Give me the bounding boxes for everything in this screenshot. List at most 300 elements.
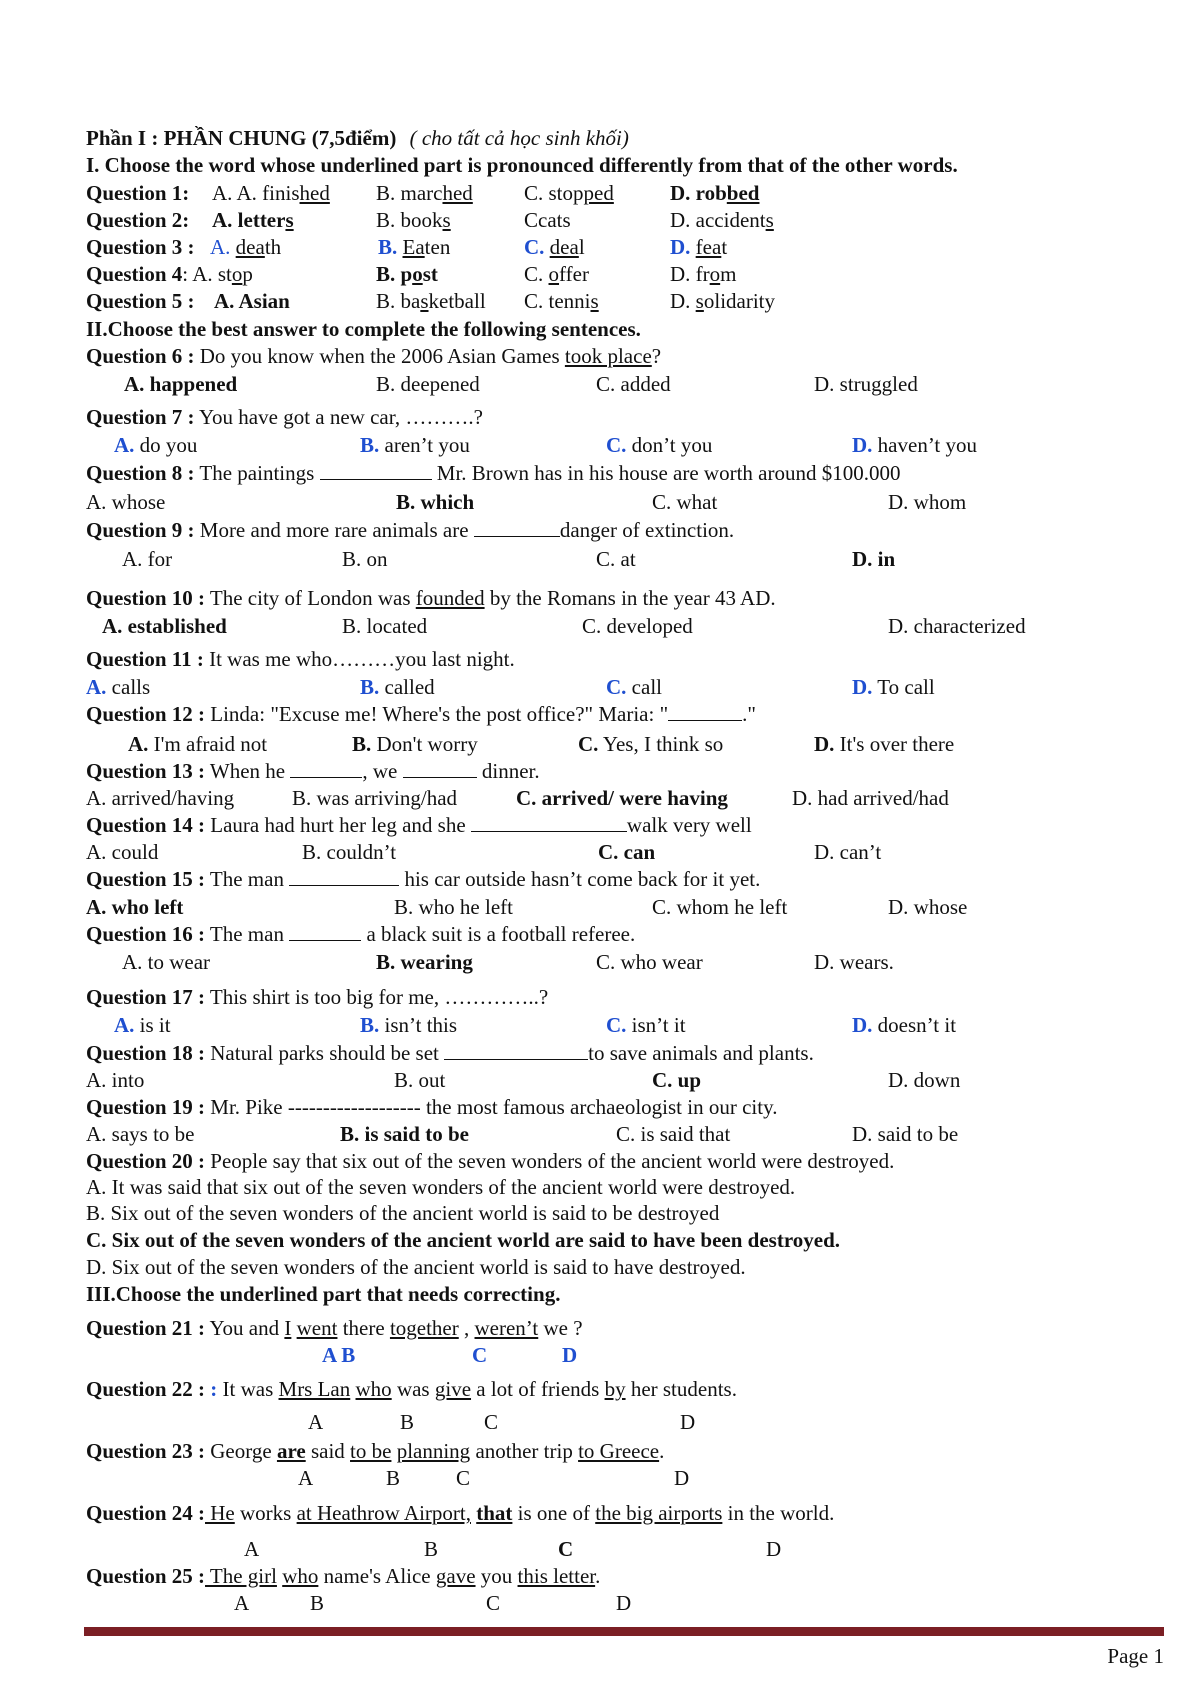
text-segment: aren’t you (379, 433, 470, 457)
text-segment: Question 4 (86, 262, 183, 286)
question-17 (86, 983, 1160, 1011)
question-23-markers (86, 1464, 1160, 1492)
text-segment: Yes, I think so (598, 732, 724, 756)
question-25 (86, 1562, 1160, 1590)
text-segment: D (674, 1466, 690, 1490)
option-d: D. whom (888, 490, 967, 514)
text-segment: doesn’t it (872, 1013, 957, 1037)
question-7-options (86, 431, 1160, 459)
text-segment: C. (606, 1013, 627, 1037)
underlined-text: hed (442, 181, 473, 205)
option-d (670, 260, 737, 288)
text-segment: haven’t you (872, 433, 978, 457)
question-18 (86, 1039, 1160, 1067)
option-c: C. up (652, 1068, 702, 1092)
text-segment: ? (651, 344, 662, 368)
text-segment: George (205, 1439, 277, 1463)
option-b: B. deepened (376, 372, 480, 396)
question-23 (86, 1437, 1160, 1465)
text-segment: ten (424, 235, 451, 259)
text-segment: B (310, 1591, 325, 1615)
underlined-text: took place (564, 344, 652, 368)
text-segment: name's Alice (318, 1564, 436, 1588)
question-20 (86, 1147, 1160, 1175)
option-b: B. couldn’t (302, 840, 397, 864)
option-c: C. who wear (596, 950, 703, 974)
text-segment: was (391, 1377, 435, 1401)
question-13-options (86, 784, 1160, 812)
option-b (376, 206, 451, 234)
text-segment: do you (134, 433, 198, 457)
question-13 (86, 757, 1160, 785)
option-a (128, 730, 267, 758)
option-a: A. says to be (86, 1122, 195, 1146)
text-segment: B. (360, 433, 380, 457)
underlined-text: to be (350, 1439, 392, 1463)
text-segment: C. (606, 675, 627, 699)
underlined-text: hed (299, 181, 330, 205)
question-6 (86, 342, 1160, 370)
text-segment: D. rob (670, 181, 727, 205)
page-number: Page 1 (1107, 1644, 1164, 1668)
text-segment: B (424, 1537, 439, 1561)
text-segment: . (659, 1439, 665, 1463)
question-21 (86, 1314, 1160, 1342)
underlined-text: fea (695, 235, 722, 259)
option-d: D. struggled (814, 372, 918, 396)
text-segment: l (578, 235, 585, 259)
text-segment: Question 7 : (86, 405, 195, 429)
text-segment: Question 9 : (86, 518, 195, 542)
text-segment: The paintings (194, 461, 320, 485)
question-7 (86, 403, 1160, 431)
underlined-text: s (695, 289, 704, 313)
option-c (524, 287, 599, 315)
text-segment: A (298, 1466, 314, 1490)
option-a: A. whose (86, 490, 166, 514)
text-segment: ketball (428, 289, 486, 313)
question-9-options (86, 545, 1160, 573)
option-c (606, 673, 662, 701)
text-segment: there (337, 1316, 390, 1340)
text-segment: Question 6 : (86, 344, 195, 368)
question-14-options (86, 838, 1160, 866)
question-12-options (86, 730, 1160, 758)
option-c: C. at (596, 547, 636, 571)
option-a: A. for (122, 547, 173, 571)
question-6-options (86, 370, 1160, 398)
text-segment: Question 23 : (86, 1439, 206, 1463)
text-segment: D. (814, 732, 835, 756)
question-3 (86, 233, 1160, 261)
question-label: Question 2: (86, 208, 190, 232)
text-segment: : (205, 1377, 218, 1401)
text-segment: The city of London was (205, 586, 416, 610)
text-segment: Question 8 : (86, 461, 195, 485)
text-segment: Question 16 : (86, 922, 206, 946)
option-a: A. happened (124, 372, 238, 396)
text-segment: D. (670, 235, 691, 259)
option-a: A. arrived/having (86, 786, 235, 810)
option-a: A. who left (86, 895, 184, 919)
question-label: Question 3 : (86, 235, 195, 259)
text-segment: by the Romans in the year 43 AD. (484, 586, 776, 610)
text-segment: olidarity (703, 289, 776, 313)
text-segment: is one of (512, 1501, 596, 1525)
text-segment: B. marc (376, 181, 443, 205)
section-3-title: III.Choose the underlined part that needs correcting. (86, 1282, 561, 1306)
option-d (670, 179, 759, 207)
underlined-text: The girl (205, 1564, 277, 1588)
text-segment: Question 24 : (86, 1501, 206, 1525)
option-a (86, 673, 150, 701)
text-segment: B. p (376, 262, 413, 286)
option-b (376, 179, 473, 207)
text-segment: Question 22 : (86, 1377, 206, 1401)
option-c (524, 179, 614, 207)
underlined-text: s (285, 208, 294, 232)
text-segment: Question 20 : (86, 1149, 206, 1173)
underlined-text: o (548, 262, 560, 286)
question-label: Question 5 : (86, 289, 195, 313)
option-b (376, 260, 438, 288)
option-d (852, 1011, 956, 1039)
underlined-text: that (476, 1501, 513, 1525)
text-segment: More and more rare animals are (194, 518, 474, 542)
option-c: C. Six out of the seven wonders of the ancient world are said to have been destroyed. (86, 1228, 841, 1252)
question-10 (86, 584, 1160, 612)
question-21-markers (86, 1341, 1160, 1369)
text-segment: D. fr (670, 262, 710, 286)
underlined-text: weren’t (474, 1316, 539, 1340)
text-segment: C (456, 1466, 471, 1490)
option-d: D. whose (888, 895, 968, 919)
underlined-text: give (434, 1377, 472, 1401)
text-segment: st (422, 262, 438, 286)
text-segment: Don't worry (371, 732, 478, 756)
text-segment: C. (606, 433, 627, 457)
question-22 (86, 1375, 1160, 1403)
part-header (86, 124, 1160, 152)
text-segment: a lot of friends (471, 1377, 605, 1401)
section-2-title: II.Choose the best answer to complete the following sentences. (86, 317, 641, 341)
text-segment: Laura had hurt her leg and she (205, 813, 471, 837)
question-12 (86, 700, 1160, 728)
underlined-text: dea (549, 235, 579, 259)
text-segment: Question 10 : (86, 586, 206, 610)
underlined-text: o (231, 262, 243, 286)
text-segment: D (562, 1343, 578, 1367)
question-24 (86, 1499, 1160, 1527)
option-a (114, 1011, 171, 1039)
text-segment: isn’t this (379, 1013, 458, 1037)
underlined-text: Ea (402, 235, 425, 259)
text-segment: D. (852, 433, 873, 457)
option-b (378, 233, 450, 261)
question-8 (86, 459, 1160, 487)
option-d: D. can’t (814, 840, 882, 864)
text-segment: is it (134, 1013, 171, 1037)
option-c: C. added (596, 372, 671, 396)
part-title: Phần I : PHẦN CHUNG (7,5điểm) (86, 126, 397, 150)
option-c (524, 260, 589, 288)
option-b (360, 1011, 457, 1039)
option-b: B. who he left (394, 895, 513, 919)
option-c (524, 233, 585, 261)
text-segment: B. (352, 732, 372, 756)
text-segment: C. (578, 732, 599, 756)
text-segment: A (308, 1410, 324, 1434)
text-segment: Question 13 : (86, 759, 206, 783)
option-a: A. could (86, 840, 159, 864)
text-segment: B. (378, 235, 398, 259)
underlined-text: to Greece (578, 1439, 660, 1463)
option-b (376, 287, 486, 315)
underlined-text: are (276, 1439, 306, 1463)
text-segment: walk very well (626, 813, 752, 837)
option-b (352, 730, 478, 758)
question-5 (86, 287, 1160, 315)
text-segment: another trip (470, 1439, 579, 1463)
text-segment: : A. st (182, 262, 232, 286)
option-b (360, 431, 470, 459)
text-segment: It was (217, 1377, 279, 1401)
option-d: D. Six out of the seven wonders of the ancient world is said to have destroyed. (86, 1255, 746, 1279)
question-14 (86, 811, 1160, 839)
underlined-text: ped (583, 181, 614, 205)
text-segment: C (484, 1410, 499, 1434)
option-c: C. what (652, 490, 718, 514)
option-c: C. whom he left (652, 895, 788, 919)
underlined-text: by (604, 1377, 626, 1401)
option-b: B. is said to be (340, 1122, 469, 1146)
question-1 (86, 179, 1160, 207)
section-1-title: I. Choose the word whose underlined part is pronounced differently from that of the other words. (86, 153, 958, 177)
text-segment: you (475, 1564, 518, 1588)
option-b: B. Six out of the seven wonders of the ancient world is said to be destroyed (86, 1201, 720, 1225)
underlined-text: planning (396, 1439, 471, 1463)
option-b: B. on (342, 547, 388, 571)
text-segment: said (305, 1439, 351, 1463)
text-segment: dinner. (476, 759, 540, 783)
text-segment: call (626, 675, 662, 699)
option-d: D. had arrived/had (792, 786, 949, 810)
option-c: C. is said that (616, 1122, 731, 1146)
footer-rule (84, 1627, 1164, 1636)
question-18-options (86, 1066, 1160, 1094)
text-segment: D (766, 1537, 782, 1561)
underlined-text: at Heathrow Airport, (296, 1501, 471, 1525)
text-segment: It was me who………you last night. (203, 647, 515, 671)
question-label: Question 1: (86, 181, 190, 205)
text-segment: ffer (559, 262, 589, 286)
option-d: D. wears. (814, 950, 894, 974)
question-22-markers (86, 1408, 1160, 1436)
question-15-options (86, 893, 1160, 921)
text-segment: A. (210, 235, 231, 259)
underlined-text: went (296, 1316, 338, 1340)
text-segment: to save animals and plants. (588, 1041, 814, 1065)
text-segment: A. (128, 732, 149, 756)
text-segment: C (558, 1537, 574, 1561)
question-19 (86, 1093, 1160, 1121)
underlined-text: founded (415, 586, 485, 610)
option-a: A. to wear (122, 950, 211, 974)
text-segment: A (244, 1537, 260, 1561)
text-segment: D. accident (670, 208, 766, 232)
option-a (114, 431, 197, 459)
option-c: C. can (598, 840, 656, 864)
option-b: B. which (396, 490, 475, 514)
option-c: C. developed (582, 614, 693, 638)
option-b: B. located (342, 614, 428, 638)
text-segment: D. (852, 1013, 873, 1037)
option-d (670, 233, 727, 261)
text-segment: Question 25 : (86, 1564, 206, 1588)
text-segment: p (242, 262, 253, 286)
option-b: B. wearing (376, 950, 473, 974)
text-segment: t (721, 235, 728, 259)
text-segment: You have got a new car, ……….? (194, 405, 483, 429)
option-d: D. said to be (852, 1122, 959, 1146)
text-segment: B. (360, 675, 380, 699)
question-label (86, 260, 253, 288)
text-segment: works (234, 1501, 297, 1525)
text-segment: A B (322, 1343, 356, 1367)
text-segment: Question 14 : (86, 813, 206, 837)
question-15 (86, 865, 1160, 893)
text-segment: Question 19 : (86, 1095, 206, 1119)
option-c (578, 730, 723, 758)
option-a (212, 179, 330, 207)
option-a (210, 233, 281, 261)
option-d: D. in (852, 547, 896, 571)
text-segment: People say that six out of the seven wonders of the ancient world were destroyed. (205, 1149, 895, 1173)
text-segment: A. (86, 675, 107, 699)
text-segment: To call (872, 675, 935, 699)
underlined-text: I (284, 1316, 292, 1340)
text-segment: D. (852, 675, 873, 699)
text-segment: ." (742, 702, 756, 726)
text-segment: B (400, 1410, 415, 1434)
text-segment: Linda: "Excuse me! Where's the post office?" Maria: " (205, 702, 669, 726)
text-segment: D. (670, 289, 696, 313)
text-segment: C. (524, 262, 549, 286)
question-25-markers (86, 1589, 1160, 1617)
option-a: A. into (86, 1068, 145, 1092)
option-a (212, 206, 294, 234)
text-segment: danger of extinction. (559, 518, 735, 542)
option-a: A. It was said that six out of the seven wonders of the ancient world were destroyed. (86, 1175, 796, 1199)
text-segment: C (486, 1591, 501, 1615)
text-segment: Question 15 : (86, 867, 206, 891)
part-note: ( cho tất cả học sinh khối) (409, 126, 629, 150)
text-segment: don’t you (626, 433, 713, 457)
text-segment: th (264, 235, 282, 259)
text-segment: his car outside hasn’t come back for it yet. (399, 867, 761, 891)
option-d (670, 206, 774, 234)
text-segment: D (680, 1410, 696, 1434)
option-d (852, 431, 977, 459)
text-segment: A. (114, 433, 135, 457)
option-d: D. characterized (888, 614, 1026, 638)
text-segment: D (616, 1591, 632, 1615)
text-segment: B. ba (376, 289, 421, 313)
underlined-text: dea (235, 235, 265, 259)
text-segment: C. stop (524, 181, 584, 205)
question-4 (86, 260, 1160, 288)
question-10-options (86, 612, 1160, 640)
text-segment: C. (524, 235, 545, 259)
question-11-options (86, 673, 1160, 701)
question-8-options (86, 488, 1160, 516)
text-segment: A. (114, 1013, 135, 1037)
question-2 (86, 206, 1160, 234)
option-d (670, 287, 775, 315)
text-segment: The man (205, 922, 290, 946)
text-segment: A. A. finis (212, 181, 300, 205)
text-segment: , (458, 1316, 475, 1340)
underlined-text: o (412, 262, 423, 286)
underlined-text: together (389, 1316, 459, 1340)
text-segment: Natural parks should be set (205, 1041, 445, 1065)
underlined-text: s (420, 289, 429, 313)
text-segment: Mr. Brown has in his house are worth around $100.000 (431, 461, 901, 485)
option-b (360, 673, 435, 701)
underlined-text: bed (726, 181, 760, 205)
option-a: A. Asian (214, 289, 290, 313)
question-9 (86, 516, 1160, 544)
text-segment: This shirt is too big for me, …………..? (205, 985, 549, 1009)
option-a: A. established (102, 614, 227, 638)
text-segment: Do you know when the 2006 Asian Games (194, 344, 565, 368)
text-segment: I'm afraid not (148, 732, 268, 756)
question-24-markers (86, 1535, 1160, 1563)
underlined-text: who (355, 1377, 392, 1401)
text-segment: a black suit is a football referee. (361, 922, 636, 946)
option-c: C. arrived/ were having (516, 786, 728, 810)
question-19-options (86, 1120, 1160, 1148)
underlined-text: gave (435, 1564, 476, 1588)
option-d: D. down (888, 1068, 961, 1092)
text-segment: The man (205, 867, 290, 891)
text-segment: we ? (538, 1316, 583, 1340)
text-segment: When he (205, 759, 291, 783)
option-c: Ccats (524, 208, 571, 232)
question-16 (86, 920, 1160, 948)
text-segment: B (386, 1466, 401, 1490)
option-c (606, 431, 712, 459)
text-segment: in the world. (722, 1501, 835, 1525)
option-d (814, 730, 954, 758)
text-segment: Question 17 : (86, 985, 206, 1009)
text-segment: You and (205, 1316, 285, 1340)
text-segment: C (472, 1343, 488, 1367)
text-segment: Mr. Pike ------------------- the most famous archaeologist in our city. (205, 1095, 778, 1119)
underlined-text: Mrs Lan (278, 1377, 351, 1401)
option-c (606, 1011, 686, 1039)
text-segment: It's over there (834, 732, 955, 756)
text-segment: Question 12 : (86, 702, 206, 726)
option-b: B. out (394, 1068, 446, 1092)
underlined-text: o (709, 262, 721, 286)
text-segment: m (720, 262, 737, 286)
text-segment: . (595, 1564, 601, 1588)
text-segment: Question 21 : (86, 1316, 206, 1340)
question-16-options (86, 948, 1160, 976)
underlined-text: the big airports (595, 1501, 723, 1525)
text-segment: Question 11 : (86, 647, 204, 671)
